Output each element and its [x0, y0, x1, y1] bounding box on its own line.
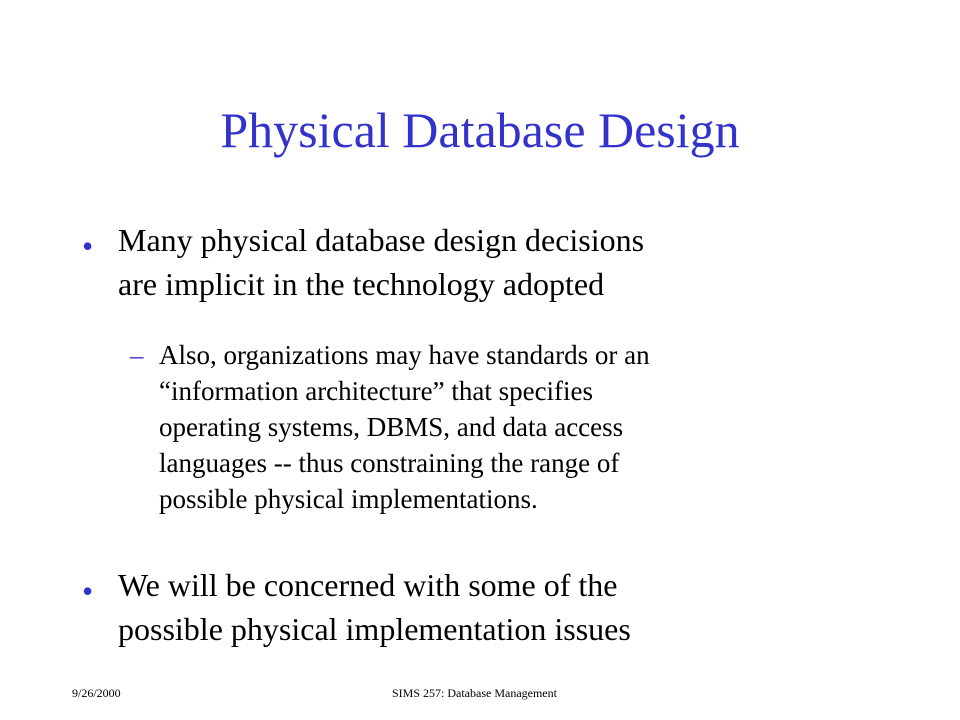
- bullet-2-line-1: We will be concerned with some of the: [118, 567, 618, 603]
- bullet-1-text: [118, 218, 644, 306]
- sub-bullet-marker: –: [130, 340, 144, 370]
- footer-course: SIMS 257: Database Management: [392, 686, 557, 700]
- sub-bullet-line-1: Also, organizations may have standards or an: [159, 340, 650, 370]
- bullet-marker: •: [82, 573, 94, 609]
- slide-title: Physical Database Design: [220, 102, 740, 158]
- bullet-1-line-2: are implicit in the technology adopted: [118, 266, 605, 302]
- sub-bullet-line-2: “information architecture” that specifies: [159, 376, 594, 406]
- bullet-1-line-1: Many physical database design decisions: [118, 222, 645, 258]
- bullet-marker: •: [82, 228, 94, 264]
- sub-bullet-line-3: operating systems, DBMS, and data access: [159, 412, 624, 442]
- footer-date: 9/26/2000: [72, 686, 121, 700]
- bullet-2-text: [118, 563, 631, 651]
- sub-bullet-line-4: languages -- thus constraining the range of: [159, 448, 620, 478]
- bullet-2-line-2: possible physical implementation issues: [118, 611, 631, 647]
- sub-bullet-line-5: possible physical implementations.: [159, 484, 538, 514]
- sub-bullet-text: [159, 337, 650, 517]
